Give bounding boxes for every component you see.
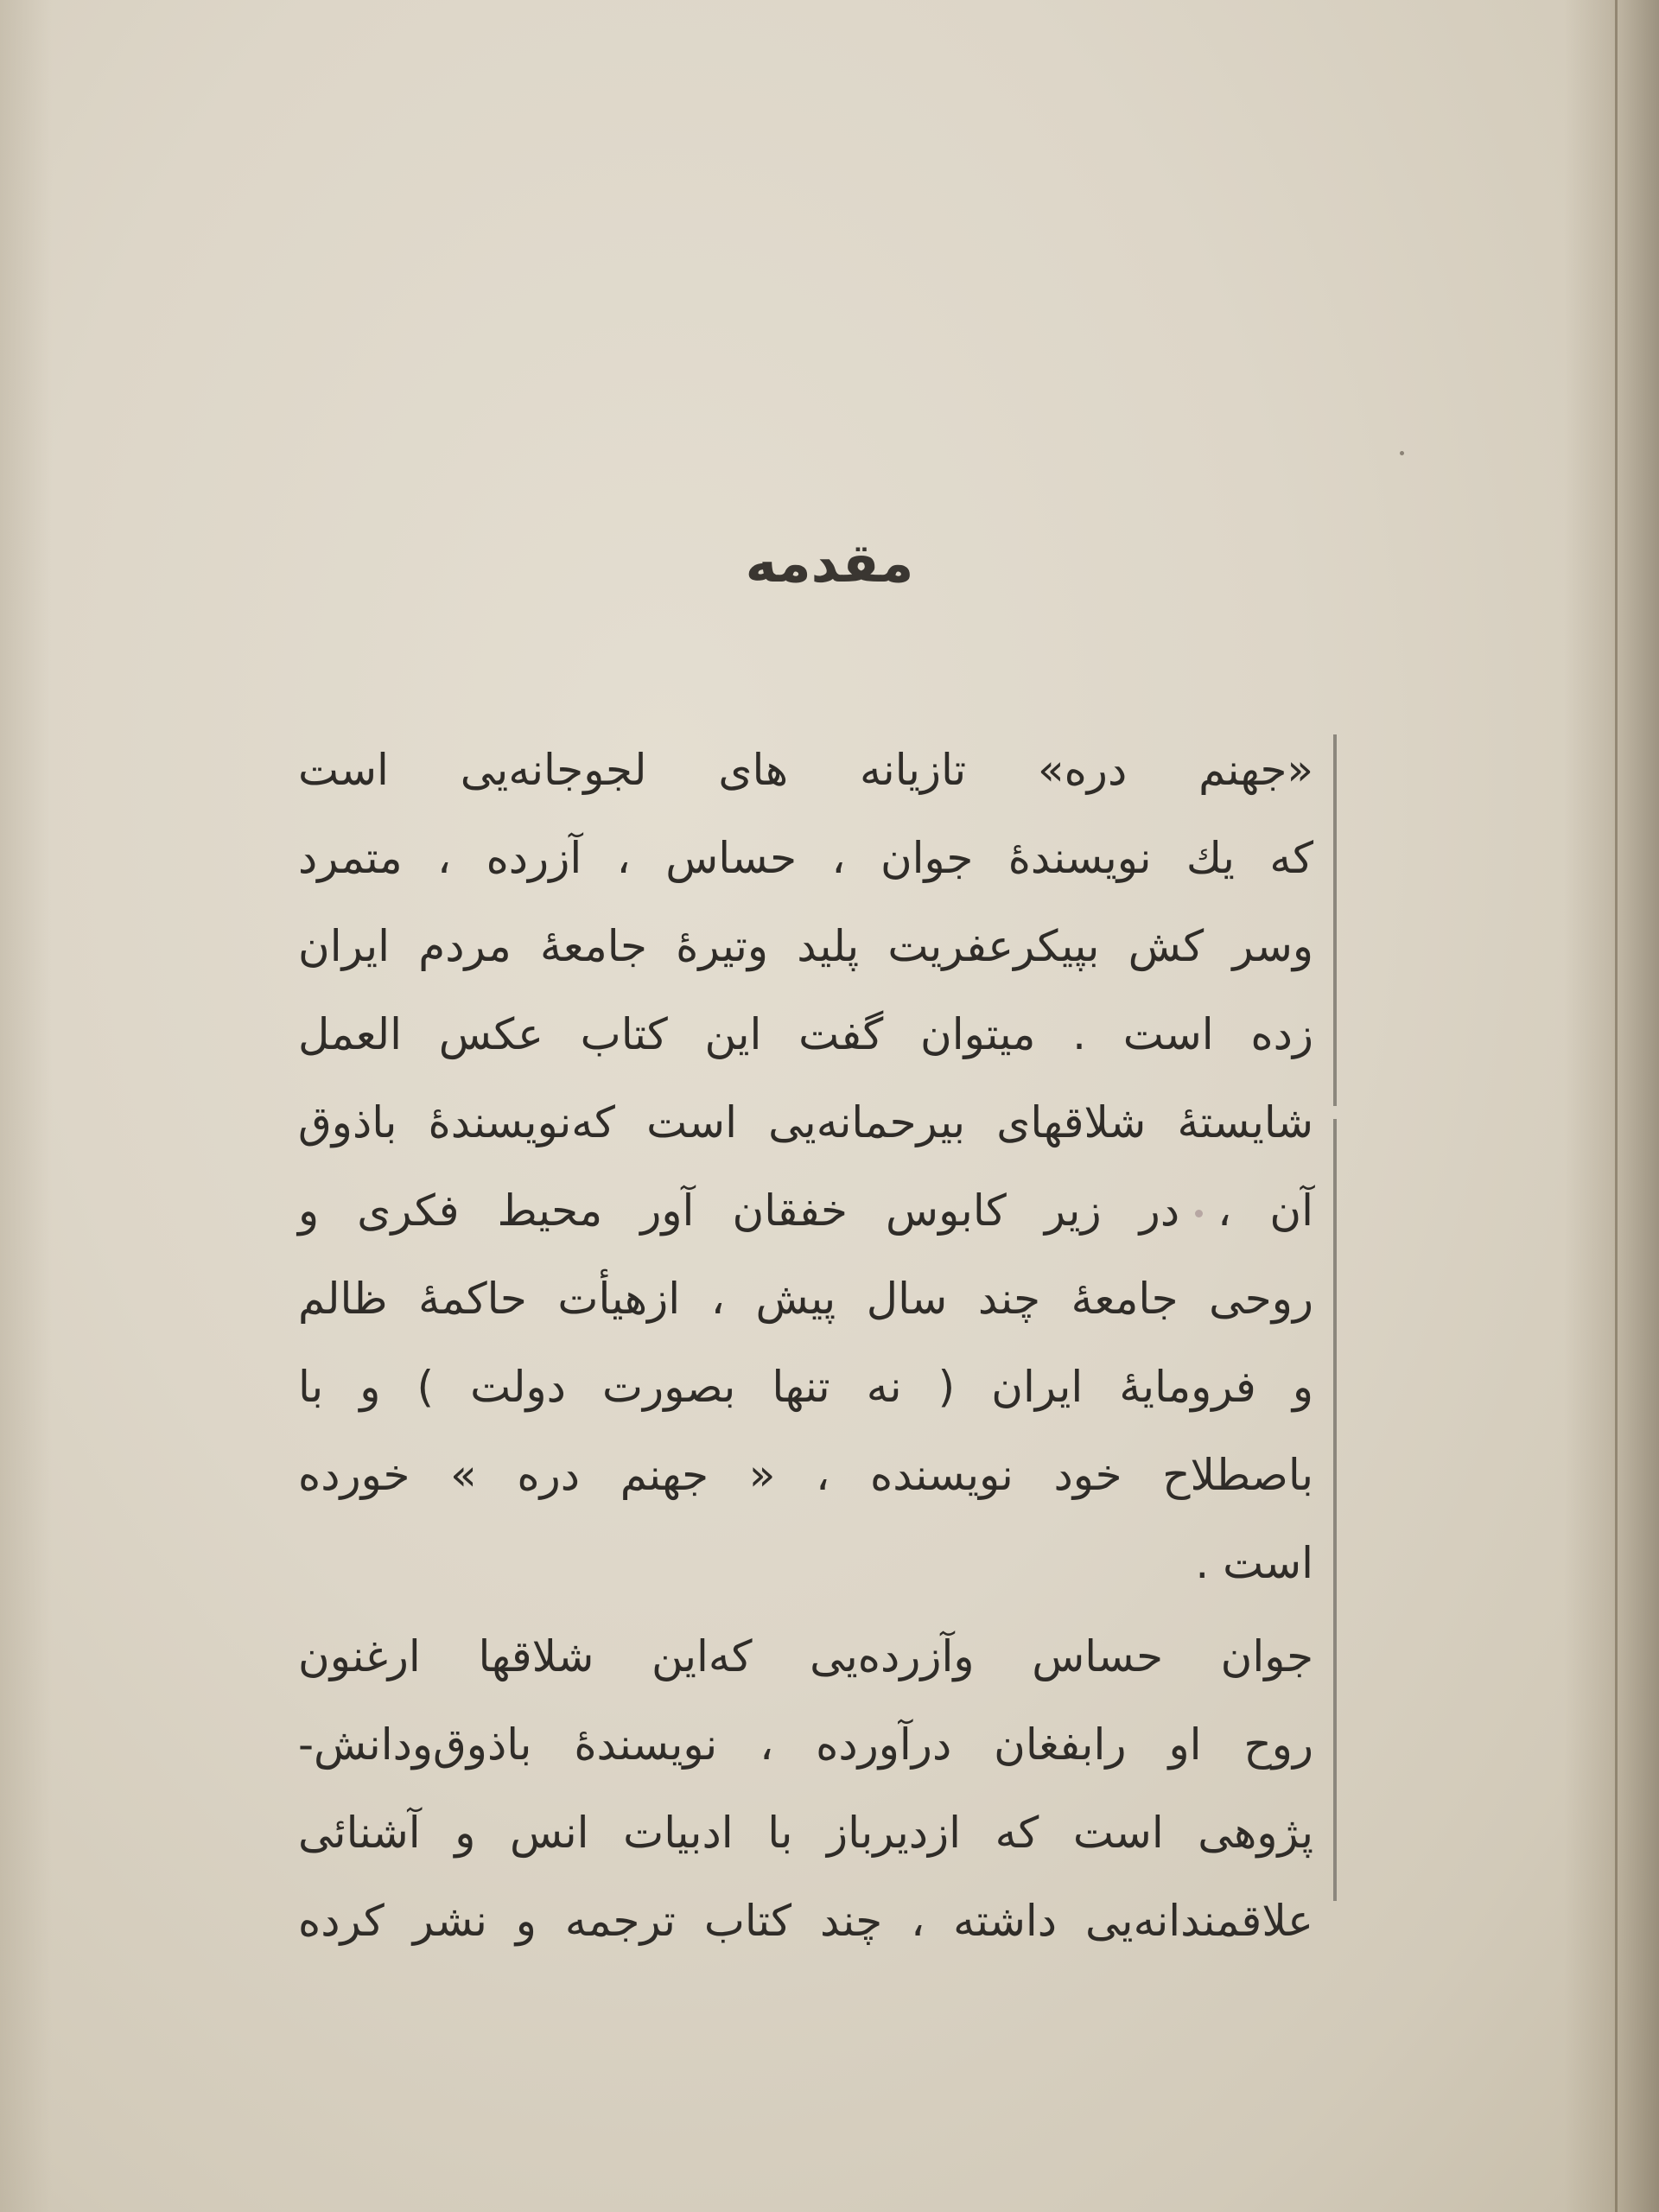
text-line: باصطلاح خود نویسنده ، « جهنم دره » خورده — [298, 1450, 1313, 1500]
text-line: شایستهٔ شلاقهای بیرحمانه‌یی است که‌نویسندهٔ باذوق — [298, 1097, 1313, 1147]
text-line: جوان حساس وآزرده‌یی که‌این شلاقها ارغنون — [298, 1631, 1313, 1681]
binding-fold-line — [1615, 0, 1618, 2212]
text-line: روح او رابفغان درآورده ، نویسندهٔ باذوق‌ودانش- — [298, 1719, 1313, 1770]
text-line: «جهنم دره» تازیانه های لجوجانه‌یی است — [298, 745, 1313, 795]
body-text — [298, 726, 1313, 1965]
margin-rule-upper — [1333, 734, 1337, 1106]
page-title: مقدمه — [745, 531, 914, 594]
text-line: است . — [1195, 1538, 1313, 1588]
text-line: آن ، در زیر کابوس خفقان آور محیط فکری و — [298, 1185, 1313, 1236]
text-line: روحی جامعهٔ چند سال پیش ، ازهیأت حاکمهٔ ظالم — [298, 1274, 1313, 1324]
text-line: پژوهی است که ازدیرباز با ادبیات انس و آشنائی — [298, 1808, 1313, 1858]
paper-speck — [1400, 451, 1404, 455]
text-line: علاقمندانه‌یی داشته ، چند کتاب ترجمه و نشر کرده — [298, 1896, 1313, 1946]
text-line: و فرومایهٔ ایران ( نه تنها بصورت دولت ) و با — [298, 1362, 1313, 1412]
page-left-shadow — [0, 0, 52, 2212]
binding-gutter — [1564, 0, 1659, 2212]
text-line: زده است . میتوان گفت این کتاب عکس العمل — [298, 1009, 1313, 1059]
margin-rule-lower — [1333, 1119, 1337, 1901]
text-line: که یك نویسندهٔ جوان ، حساس ، آزرده ، متمرد — [298, 833, 1313, 883]
text-line: وسر کش بپیکرعفریت پلید وتیرهٔ جامعهٔ مردم ایران — [298, 921, 1313, 971]
